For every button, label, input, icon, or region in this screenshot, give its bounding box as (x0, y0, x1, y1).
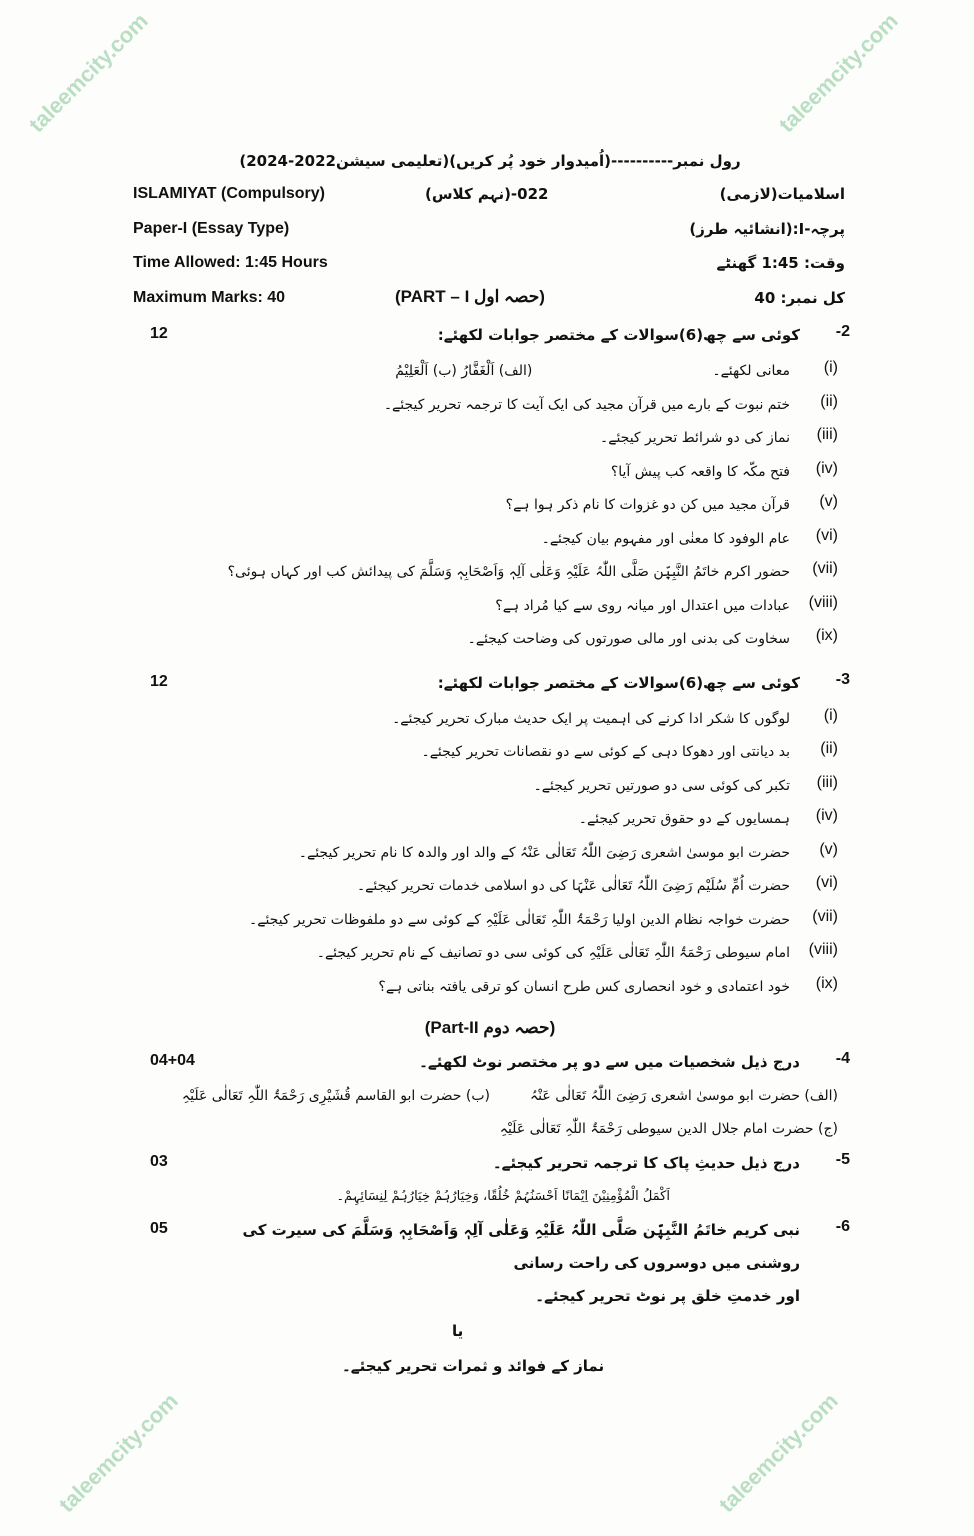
item-text: نماز کی دو شرائط تحریر کیجئے۔ (600, 430, 790, 446)
item-number: (v) (819, 493, 838, 510)
question-4-option-a: (الف) حضرت ابو موسیٰ اشعری رَضِیَ اللّٰہُ تَعَالٰی عَنْہُ (529, 1087, 838, 1104)
question-number: -6 (835, 1217, 850, 1235)
question-marks: 12 (150, 672, 168, 690)
item-text: ختم نبوت کے بارے میں قرآن مجید کی ایک آیت کا ترجمہ تحریر کیجئے۔ (383, 396, 790, 413)
item-text: عبادات میں اعتدال اور میانہ روی سے کیا مُراد ہے؟ (495, 597, 790, 614)
question-item (130, 489, 850, 523)
item-number: (iv) (815, 459, 838, 477)
item-number: (iv) (815, 807, 838, 824)
question-number: -2 (835, 323, 850, 340)
question-item (130, 870, 850, 904)
item-text: حضور اکرم خاتَمُ النَّبِیّٖن صَلَّی اللّٰہُ عَلَیْہِ وَعَلٰی آلِہٖ وَاَصْحَابِہٖ وَسَلَّمَ کی پیدائش کب اور کہاں ہوئی؟ (227, 564, 790, 580)
item-number: (v) (819, 840, 838, 858)
item-text: ہمسایوں کے دو حقوق تحریر کیجئے۔ (578, 811, 790, 827)
question-4-options (182, 1080, 838, 1113)
question-4-option-b: (ب) حضرت ابو القاسم قُشَیْرِی رَحْمَۃُ اللّٰہِ تَعَالٰی عَلَیْہِ (181, 1087, 490, 1104)
question-item (130, 837, 850, 871)
question-number: -5 (835, 1150, 850, 1168)
header-row (130, 214, 850, 249)
item-text: سخاوت کی بدنی اور مالی صورتوں کی وضاحت کیجئے۔ (467, 631, 790, 647)
question-item (130, 590, 850, 624)
item-number: (iii) (816, 773, 838, 791)
subject-urdu: اسلامیات(لازمی) (719, 185, 845, 203)
item-number: (vii) (812, 907, 838, 925)
question-title: کوئی سے چھ(6)سوالات کے مختصر جوابات لکھئے: (437, 673, 800, 692)
header-row (130, 283, 850, 318)
item-text: معانی لکھئے۔ (712, 363, 790, 379)
question-item (130, 770, 850, 804)
item-number: (ix) (815, 627, 838, 644)
item-text: تکبر کی کوئی سی دو صورتیں تحریر کیجئے۔ (533, 777, 790, 794)
paper-type-urdu: پرچہ-I:(انشائیہ طرز) (689, 219, 845, 238)
item-text: لوگوں کا شکر ادا کرنے کی اہمیت پر ایک حدیث مبارک تحریر کیجئے۔ (392, 710, 790, 727)
question-item (130, 456, 850, 490)
item-number: (i) (823, 359, 838, 376)
header-row (130, 248, 850, 283)
roll-number-line: رول نمبر----------(اُمیدوار خود پُر کریں)(تعلیمی سیشن2022-2024) (239, 152, 741, 170)
part-one-heading: (PART – I حصہ اول) (395, 286, 545, 306)
or-label: یا (452, 1321, 464, 1340)
item-text: امام سیوطی رَحْمَۃُ اللّٰہِ تَعَالٰی عَلَیْہِ کی کوئی سی دو تصانیف کے نام تحریر کیجئے۔ (316, 945, 790, 961)
hadith-text: اَکْمَلُ الْمُؤْمِنِیْنَ اِیْمَانًا اَحْسَنُہُمْ خُلُقًا، وَخِیَارُہُمْ خِیَارُہُمْ لِنِسَائِہِمْ۔ (336, 1189, 670, 1204)
question-item (130, 803, 850, 837)
item-number: (i) (823, 706, 838, 724)
question-item (130, 904, 850, 938)
question-marks: 05 (150, 1219, 168, 1237)
maximum-marks-urdu: کل نمبر: 40 (754, 288, 845, 307)
question-number: -3 (835, 670, 850, 688)
question-6-alternative: نماز کے فوائد و ثمرات تحریر کیجئے۔ (342, 1356, 605, 1375)
item-number: (viii) (808, 941, 838, 958)
question-title: درج ذیل شخصیات میں سے دو پر مختصر نوٹ لکھئے۔ (419, 1053, 800, 1071)
question-item (130, 422, 850, 456)
question-item (130, 971, 850, 1005)
question-5 (130, 1147, 850, 1214)
item-number: (ii) (820, 740, 838, 757)
question-3 (130, 667, 850, 1005)
question-6 (130, 1214, 850, 1383)
question-6-line-2: اور خدمتِ خلق پر نوٹ تحریر کیجئے۔ (535, 1286, 800, 1305)
item-number: (ii) (820, 392, 838, 410)
time-allowed-urdu: وقت: 1:45 گھنٹے (716, 254, 845, 272)
part-two-heading: (Part-II حصہ دوم) (424, 1018, 556, 1037)
subject-english: ISLAMIYAT (Compulsory) (133, 185, 326, 202)
question-6-line-1: نبی کریم خاتَمُ النَّبِیّٖن صَلَّی اللّٰہُ عَلَیْہِ وَعَلٰی آلِہٖ وَاَصْحَابِہٖ وَسَلَّمَ کی سیرت کی روشنی میں دوسروں کی راحت رسانی (242, 1220, 800, 1272)
class-code: 022-(نہم کلاس) (425, 185, 549, 203)
time-allowed-english: Time Allowed: 1:45 Hours (133, 254, 328, 271)
maximum-marks-english: Maximum Marks: 40 (133, 288, 286, 306)
question-4 (130, 1046, 850, 1147)
question-item (130, 703, 850, 737)
header-row (130, 179, 850, 214)
question-item (130, 355, 850, 389)
question-item (130, 556, 850, 590)
question-item (130, 623, 850, 657)
watermark: taleemcity.com (773, 8, 903, 138)
paper-type-english: Paper-I (Essay Type) (133, 219, 290, 237)
question-4-option-c: (ج) حضرت امام جلال الدین سیوطی رَحْمَۃُ اللّٰہِ تَعَالٰی عَلَیْہِ (499, 1121, 838, 1137)
item-text: بد دیانتی اور دھوکا دہی کے کوئی سے دو نقصانات تحریر کیجئے۔ (421, 744, 790, 760)
item-number: (ix) (815, 974, 838, 992)
item-number: (vi) (815, 526, 838, 544)
exam-paper (130, 143, 850, 1383)
question-item (130, 736, 850, 770)
item-text: عام الوفود کا معنٰی اور مفہوم بیان کیجئے۔ (541, 530, 790, 547)
item-number: (iii) (816, 426, 838, 443)
item-number: (vii) (812, 560, 838, 577)
item-number: (vi) (815, 874, 838, 891)
item-text: حضرت خواجہ نظام الدین اولیا رَحْمَۃُ اللّٰہِ تَعَالٰی عَلَیْہِ کے کوئی سے دو ملفوظات تحریر کیجئے۔ (249, 911, 790, 928)
question-item (130, 389, 850, 423)
item-text: حضرت اُمِّ سُلَیْم رَضِیَ اللّٰہُ تَعَالٰی عَنْہَا کی دو اسلامی خدمات تحریر کیجئے۔ (356, 878, 790, 894)
question-6-text (220, 1214, 800, 1313)
question-item (130, 937, 850, 971)
watermark: taleemcity.com (713, 1388, 843, 1518)
question-title: درج ذیل حدیثِ پاک کا ترجمہ تحریر کیجئے۔ (492, 1153, 800, 1172)
watermark: taleemcity.com (53, 1388, 183, 1518)
question-title: کوئی سے چھ(6)سوالات کے مختصر جوابات لکھئے: (437, 326, 800, 344)
question-2 (130, 319, 850, 657)
item-text: فتح مکّہ کا واقعہ کب پیش آیا؟ (610, 463, 790, 480)
question-marks: 04+04 (150, 1052, 195, 1069)
question-marks: 12 (150, 325, 168, 342)
item-text: قرآن مجید میں کن دو غزوات کا نام ذکر ہوا ہے؟ (505, 497, 790, 513)
question-item (130, 523, 850, 557)
watermark: taleemcity.com (23, 8, 153, 138)
item-text: حضرت ابو موسیٰ اشعری رَضِیَ اللّٰہُ تَعَالٰی عَنْہُ کے والد اور والدہ کا نام تحریر کیجئے۔ (298, 844, 790, 861)
question-number: -4 (835, 1050, 850, 1067)
item-options: (الف) اَلْغَفَّارُ (ب) اَلْعَلِیْمُ (395, 363, 533, 379)
item-number: (viii) (808, 593, 838, 611)
item-text: خود اعتمادی و خود انحصاری کس طرح انسان کو ترقی یافتہ بناتی ہے؟ (378, 978, 790, 995)
question-marks: 03 (150, 1152, 168, 1170)
